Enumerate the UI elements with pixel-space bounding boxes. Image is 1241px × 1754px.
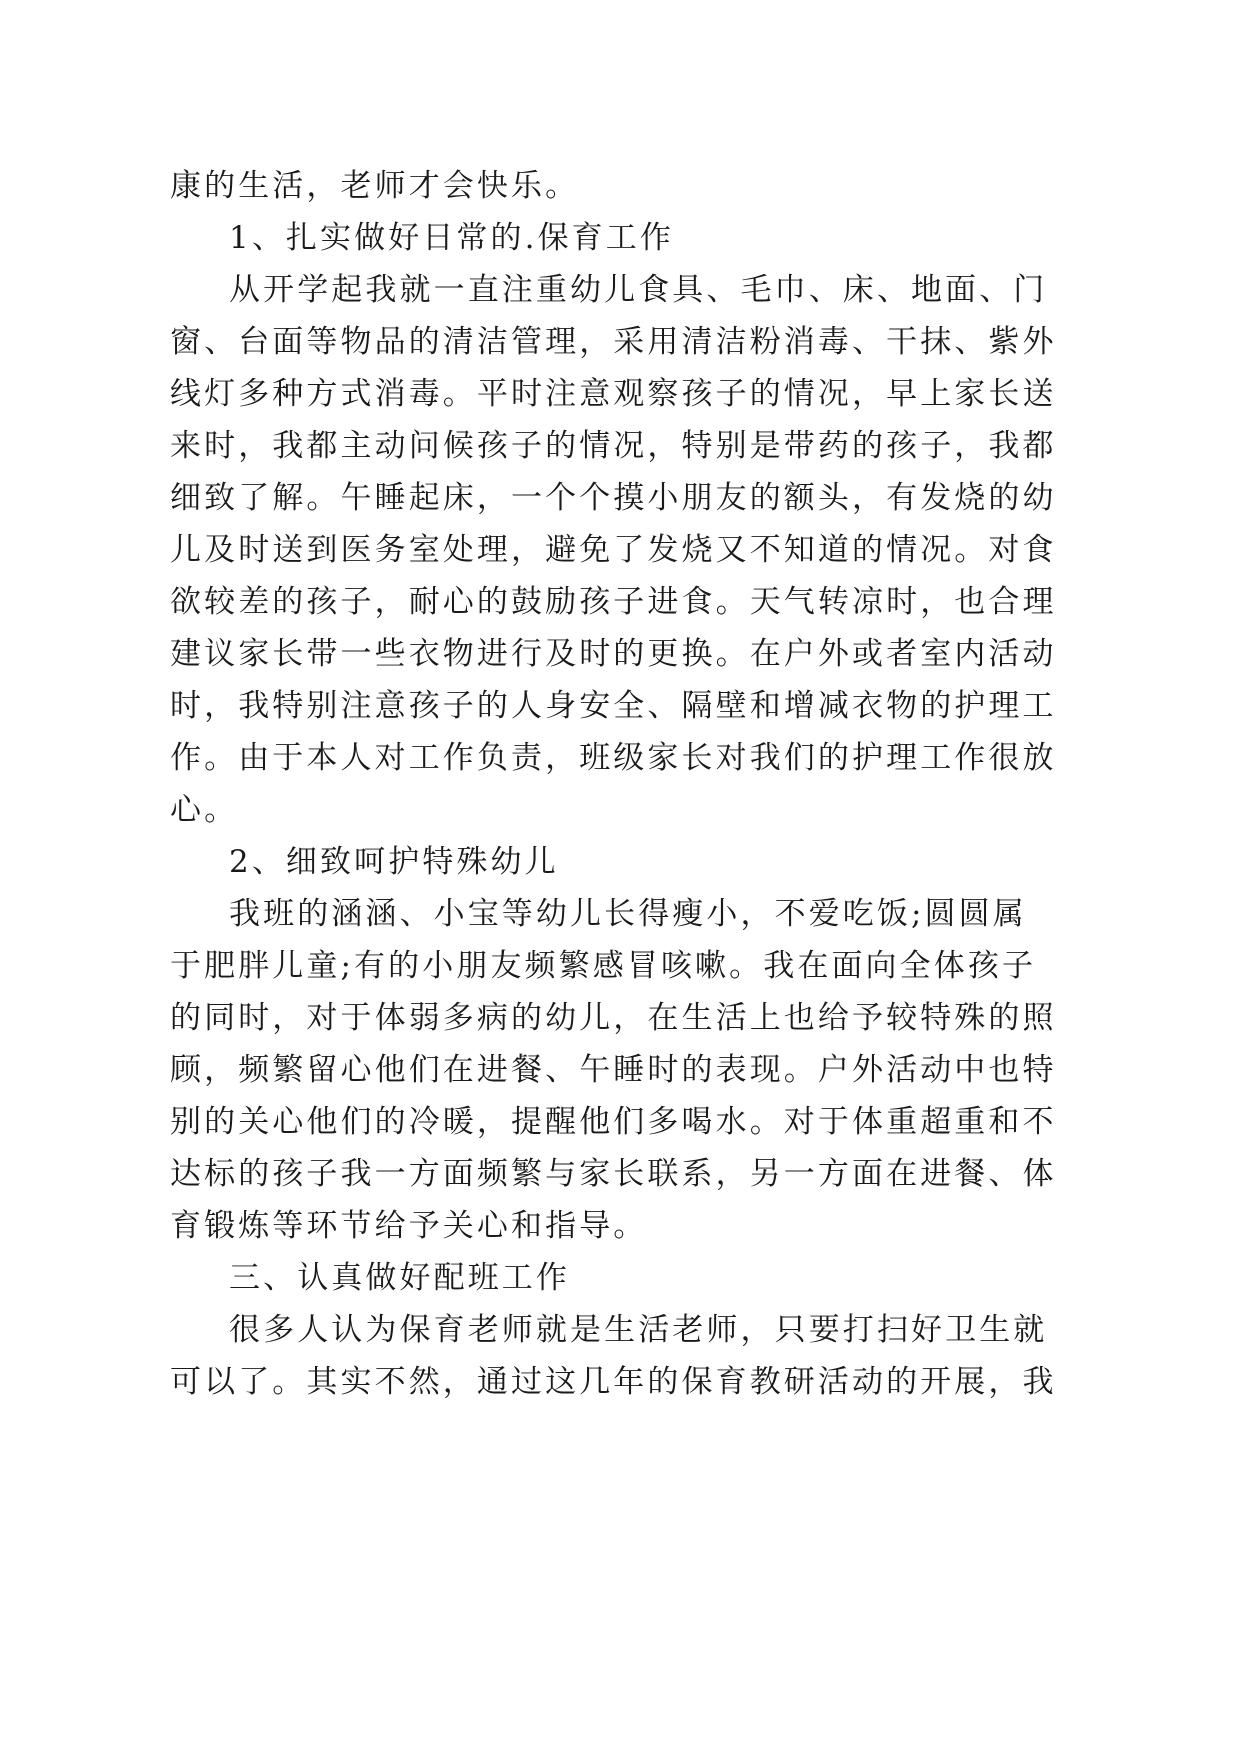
text-line: 可以了。其实不然，通过这几年的保育教研活动的开展，我 [170, 1364, 1057, 1400]
text-line: 顾，频繁留心他们在进餐、午睡时的表现。户外活动中也特 [170, 1052, 1057, 1088]
text-line: 育锻炼等环节给予关心和指导。 [170, 1208, 648, 1244]
text-line: 心。 [170, 792, 239, 828]
text-line: 线灯多种方式消毒。平时注意观察孩子的情况，早上家长送 [170, 376, 1057, 412]
text-line: 细致了解。午睡起床，一个个摸小朋友的额头，有发烧的幼 [170, 480, 1057, 516]
text-line: 达标的孩子我一方面频繁与家长联系，另一方面在进餐、体 [170, 1156, 1057, 1192]
text-line: 的同时，对于体弱多病的幼儿，在生活上也给予较特殊的照 [170, 1000, 1057, 1036]
text-line: 从开学起我就一直注重幼儿食具、毛巾、床、地面、门 [229, 272, 1048, 308]
text-line: 建议家长带一些衣物进行及时的更换。在户外或者室内活动 [170, 636, 1057, 672]
text-line: 来时，我都主动问候孩子的情况，特别是带药的孩子，我都 [170, 428, 1057, 464]
section-heading: 三、认真做好配班工作 [229, 1260, 570, 1296]
section-heading: 1、扎实做好日常的.保育工作 [229, 220, 674, 256]
text-line: 时，我特别注意孩子的人身安全、隔壁和增减衣物的护理工 [170, 688, 1057, 724]
text-line: 于肥胖儿童;有的小朋友频繁感冒咳嗽。我在面向全体孩子 [170, 948, 1037, 984]
text-line: 很多人认为保育老师就是生活老师，只要打扫好卫生就 [229, 1312, 1048, 1348]
text-line: 我班的涵涵、小宝等幼儿长得瘦小，不爱吃饭;圆圆属 [229, 896, 1027, 932]
text-line: 作。由于本人对工作负责，班级家长对我们的护理工作很放 [170, 740, 1057, 776]
text-line: 儿及时送到医务室处理，避免了发烧又不知道的情况。对食 [170, 532, 1057, 568]
text-line: 窗、台面等物品的清洁管理，采用清洁粉消毒、干抹、紫外 [170, 324, 1057, 360]
text-line: 康的生活，老师才会快乐。 [170, 168, 580, 204]
text-line: 欲较差的孩子，耐心的鼓励孩子进食。天气转凉时，也合理 [170, 584, 1057, 620]
text-line: 别的关心他们的冷暖，提醒他们多喝水。对于体重超重和不 [170, 1104, 1057, 1140]
section-heading: 2、细致呵护特殊幼儿 [229, 844, 559, 880]
